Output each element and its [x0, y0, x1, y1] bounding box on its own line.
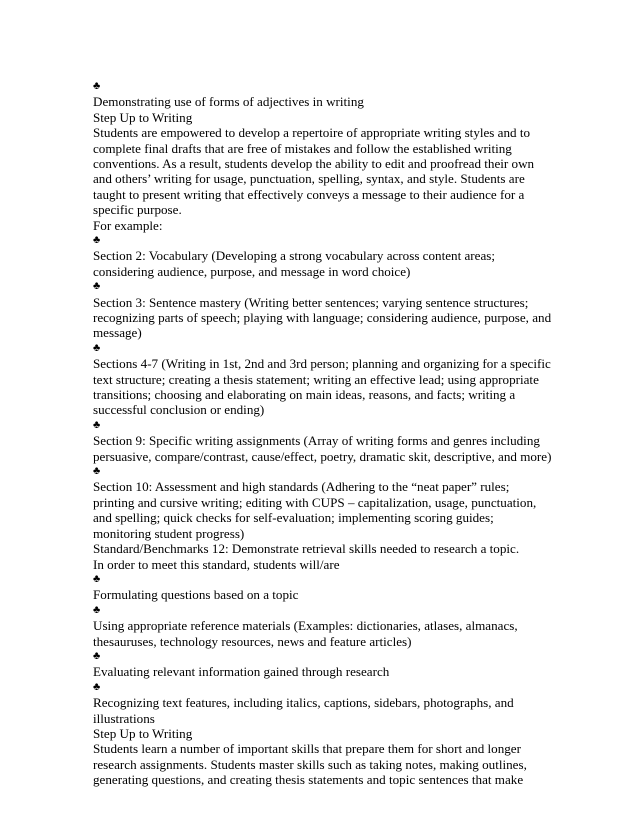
- paragraph: Section 3: Sentence mastery (Writing better sentences; varying sentence structures; recognizing parts of speech; playing with language; considering audience, purpose, and message): [93, 294, 552, 341]
- paragraph: Section 9: Specific writing assignments (Array of writing forms and genres including persuasive, compare/contrast, cause/effect, poetry, dramatic skit, descriptive, and more): [93, 433, 552, 464]
- club-bullet-icon: ♣: [93, 465, 101, 478]
- paragraph: Step Up to Writing: [93, 725, 193, 741]
- paragraph: Sections 4-7 (Writing in 1st, 2nd and 3rd person; planning and organizing for a specific text structure; creating a thesis statement; writing an effective lead; using appropriate transitions; choosing and elaborating on main ideas, reasons, and facts; writing a successful conclusion or ending): [93, 356, 551, 418]
- paragraph: Using appropriate reference materials (Examples: dictionaries, atlases, almanacs, thesauruses, technology resources, news and feature articles): [93, 618, 518, 649]
- paragraph: Recognizing text features, including italics, captions, sidebars, photographs, and illustrations: [93, 695, 514, 726]
- paragraph: For example:: [93, 217, 163, 233]
- club-bullet-icon: ♣: [93, 572, 101, 585]
- club-bullet-icon: ♣: [93, 80, 101, 92]
- paragraph: Evaluating relevant information gained through research: [93, 664, 390, 680]
- club-bullet-icon: ♣: [93, 603, 101, 616]
- paragraph: Students are empowered to develop a repertoire of appropriate writing styles and to complete final drafts that are free of mistakes and follow the established writing conventions. As a result, students develop the ability to edit and proofread their own and others’ writing for usage, punctuation, spelling, syntax, and style. Students are taught to present writing that effectively conveys a message to their audience for a specific purpose.: [93, 125, 535, 218]
- club-bullet-icon: ♣: [93, 341, 101, 354]
- club-bullet-icon: ♣: [93, 234, 101, 247]
- paragraph: Demonstrating use of forms of adjectives in writing: [93, 94, 364, 110]
- club-bullet-icon: ♣: [93, 649, 101, 662]
- club-bullet-icon: ♣: [93, 418, 101, 431]
- paragraph: Section 2: Vocabulary (Developing a strong vocabulary across content areas; considering audience, purpose, and message in word choice): [93, 248, 496, 279]
- paragraph: Section 10: Assessment and high standards (Adhering to the “neat paper” rules; printing and cursive writing; editing with CUPS – capitalization, usage, punctuation, and spelling; quick checks for self-evaluation; implementing scoring guides; monitoring student progress): [93, 479, 537, 541]
- paragraph: Step Up to Writing: [93, 109, 193, 125]
- paragraph: Students learn a number of important skills that prepare them for short and longer research assignments. Students master skills such as taking notes, making outlines, generating questions, and creating thesis statements and topic sentences that make: [93, 741, 527, 788]
- paragraph: Formulating questions based on a topic: [93, 587, 299, 603]
- paragraph: In order to meet this standard, students will/are: [93, 556, 340, 572]
- paragraph: Standard/Benchmarks 12: Demonstrate retrieval skills needed to research a topic.: [93, 541, 520, 557]
- club-bullet-icon: ♣: [93, 680, 101, 693]
- club-bullet-icon: ♣: [93, 280, 101, 293]
- document-page: [93, 79, 553, 788]
